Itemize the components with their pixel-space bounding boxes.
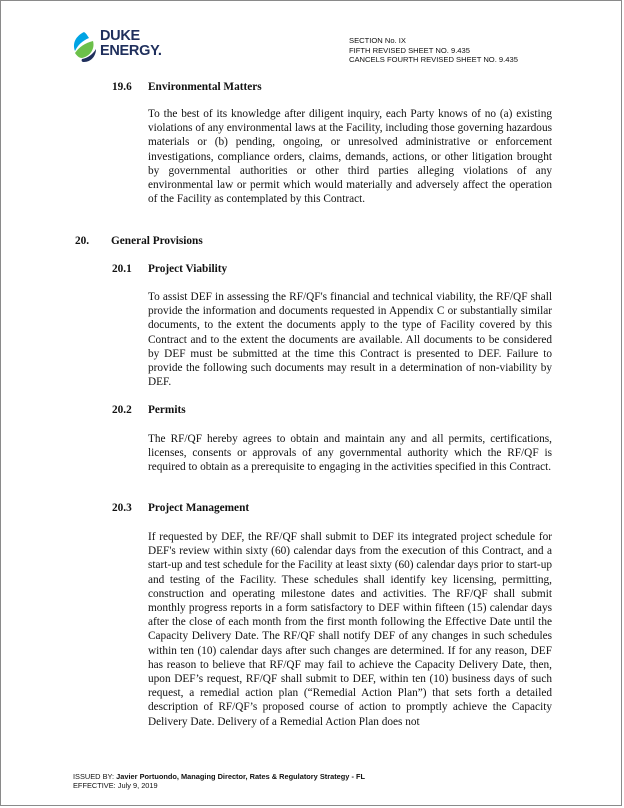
logo-line-1: DUKE — [100, 28, 140, 44]
sheet-number: FIFTH REVISED SHEET NO. 9.435 — [349, 45, 470, 55]
heading-20-1 — [112, 263, 227, 275]
section-number: SECTION No. IX — [349, 36, 406, 45]
section-title: Project Management — [148, 502, 250, 514]
section-number: 19.6 — [112, 81, 132, 93]
document-footer — [73, 773, 365, 791]
section-title: General Provisions — [111, 235, 203, 247]
paragraph-20-3: If requested by DEF, the RF/QF shall submit to DEF its integrated project schedule for DEF's review within sixty (60) calendar days from the execution of this Contract, and a start-up and test schedule for the Facility at least sixty (60) calendar days prior to start-up and testing of the Facility. These schedules shall identify key licensing, permitting, construction and operating milestone dates and activities. The RF/QF shall submit monthly progress reports in a form satisfactory to DEF within fifteen (15) calendar days after the close of each month from the first month following the Effective Date until the Capacity Delivery Date. The RF/QF shall notify DEF of any changes in such schedules within ten (10) calendar days after such changes are determined. If for any reason, DEF has reason to believe that RF/QF may fail to achieve the Capacity Delivery Date, then, upon DEF’s request, RF/QF shall submit to DEF, within ten (10) business days of such request, a remedial action plan (“Remedial Action Plan”) that sets forth a detailed description of RF/QF’s proposed course of action to promptly achieve the Capacity Delivery Date. Delivery of a Remedial Action Plan does not — [148, 531, 552, 728]
cancels-sheet: CANCELS FOURTH REVISED SHEET NO. 9.435 — [349, 55, 518, 64]
effective-label: EFFECTIVE: — [73, 780, 116, 790]
paragraph-20-1: To assist DEF in assessing the RF/QF's financial and technical viability, the RF/QF shall provide the information and documents requested in Appendix C or substantially similar documents, to the extent the documents apply to the type of Facility covered by this Contract and to the extent the documents are available. All documents to be considered by DEF must be submitted at the time this Contract is presented to DEF. Failure to provide the following such documents may result in a determination of non-viability by DEF. — [148, 291, 552, 389]
logo-line-2: ENERGY. — [100, 42, 162, 59]
effective-value: July 9, 2019 — [117, 780, 158, 790]
logo-wordmark — [100, 29, 162, 58]
heading-20 — [75, 235, 203, 247]
heading-19-6 — [112, 81, 262, 93]
section-number: 20.2 — [112, 404, 132, 416]
paragraph-20-2: The RF/QF hereby agrees to obtain and maintain any and all permits, certifications, licenses, consents or approvals of any governmental authority which the RF/QF is required to obtain as a prerequisite to engaging in the activities specified in this Contract. — [148, 433, 552, 474]
section-title: Permits — [148, 404, 186, 416]
heading-20-2 — [112, 404, 186, 416]
sheet-header — [349, 36, 518, 65]
section-number: 20.1 — [112, 263, 132, 275]
section-number: 20.3 — [112, 502, 132, 514]
issued-by-label: ISSUED BY: — [73, 772, 115, 781]
duke-energy-logo — [69, 28, 189, 68]
section-title: Project Viability — [148, 263, 228, 275]
paragraph-19-6: To the best of its knowledge after diligent inquiry, each Party knows of no (a) existing violations of any environmental laws at the Facility, including those governing hazardous materials or (b) pending, ongoing, or unresolved administrative or enforcement investigations, compliance orders, claims, demands, actions, or other litigation brought by governmental authorities or other third parties alleging violations of any environmental law or permit which would materially and adversely affect the operation of the Facility as contemplated by this Contract. — [148, 108, 552, 206]
logo-leaf-icon — [69, 30, 99, 64]
section-number: 20. — [75, 235, 90, 247]
heading-20-3 — [112, 502, 249, 514]
effective-line — [73, 782, 365, 791]
section-title: Environmental Matters — [148, 81, 262, 93]
issued-by-value: Javier Portuondo, Managing Director, Rates & Regulatory Strategy - FL — [116, 772, 366, 781]
